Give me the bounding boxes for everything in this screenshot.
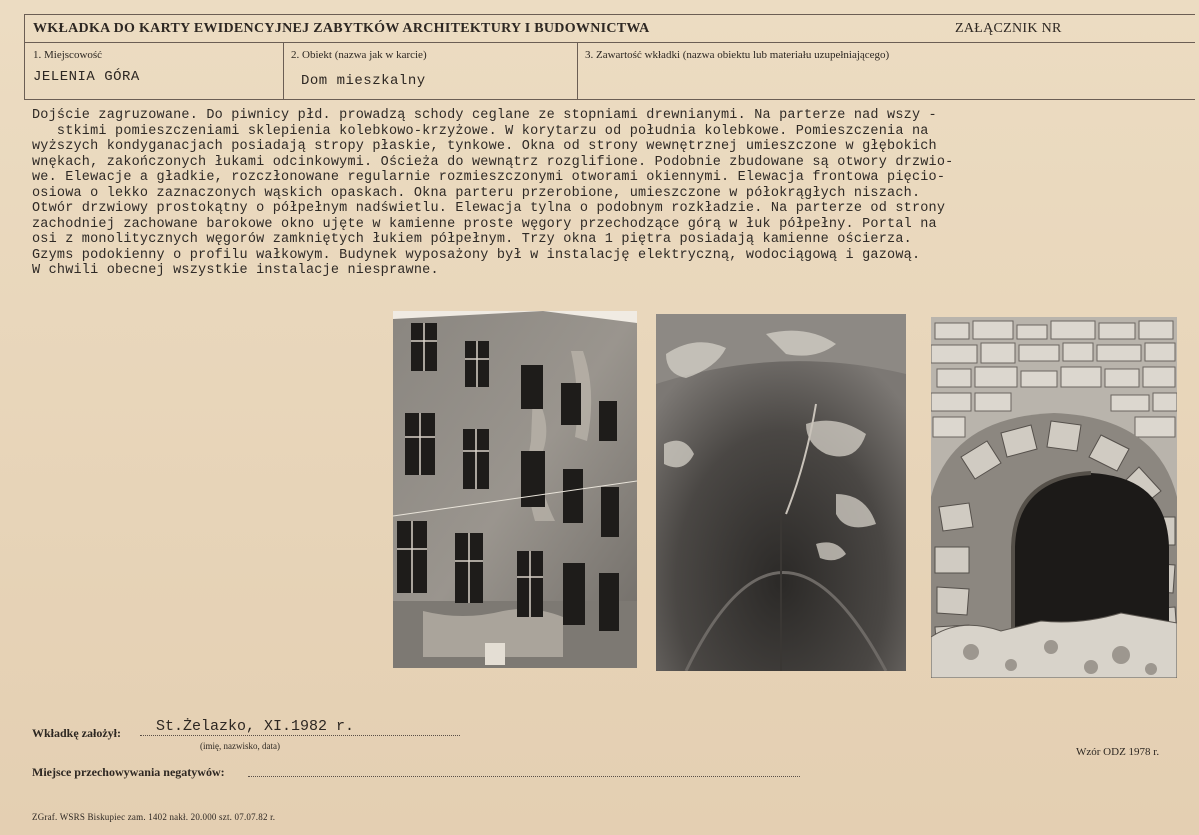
annex-label: ZAŁĄCZNIK NR (955, 21, 1062, 36)
object-field (283, 43, 578, 99)
typed-description: Dojście zagruzowane. Do piwnicy płd. prowadzą schody ceglane ze stopniami drewnianymi. Na parterze nad wszy - stkimi pomieszczeniami sklepienia kolebkowo-krzyżowe. W korytarzu od południa kolebkowe. Pomieszczenia na wyższych kondyganacjach posiadają stropy płaskie, tynkowe. Okna od strony wewnętrznej umieszczone w głębokich wnękach, zakończonych łukami odcinkowymi. Ościeża do wewnątrz rozglifione. Podobnie zbudowane są otwory drzwio- we. Elewacje a gładkie, rozczłonowane regularnie rozmieszczonymi otworami okiennymi. Elewacja frontowa pięcio- osiowa o lekko zaznaczonych wąskich opaskach. Okna parteru przerobione, umieszczone w półokrągłych niszach. Otwór drzwiowy prostokątny o półpełnym nadświetlu. Elewacja tylna o podobnym rozkładzie. Na parterze od strony zachodniej zachowane barokowe okno ujęte w kamienne proste węgory przechodzące górą w łuk półpełny. Portal na osi z monolitycznych węgorów zamkniętych łukiem półpełnym. Trzy okna 1 piętra posiadają kamienne ościerza. Gzyms podokienny o profilu wałkowym. Budynek wyposażony był w instalację elektryczną, wodociągową i gazową. W chwili obecnej wszystkie instalacje niesprawne. (32, 108, 954, 278)
locality-label: 1. Miejscowość (33, 49, 103, 61)
vaulted-ceiling-photo (656, 314, 906, 671)
building-facade-photo (393, 311, 637, 668)
locality-field (25, 43, 284, 99)
created-by-value: St.Żelazko, XI.1982 r. (156, 718, 355, 735)
card-header (24, 14, 1195, 43)
negatives-storage-label: Miejsce przechowywania negatywów: (32, 765, 225, 779)
content-label: 3. Zawartość wkładki (nazwa obiektu lub materiału uzupełniającego) (585, 49, 890, 61)
card-title: WKŁADKA DO KARTY EWIDENCYJNEJ ZABYTKÓW ARCHITEKTURY I BUDOWNICTWA (33, 21, 650, 36)
header-fields (24, 42, 1195, 100)
created-by-note: (imię, nazwisko, data) (200, 741, 280, 751)
negatives-storage-line (248, 776, 800, 777)
created-by-label: Wkładkę założył: (32, 726, 121, 740)
brick-arch-niche-photo (931, 317, 1177, 678)
created-by-line (140, 735, 460, 736)
content-field (577, 43, 1195, 99)
locality-value: JELENIA GÓRA (33, 69, 140, 85)
printer-imprint: ZGraf. WSRS Biskupiec zam. 1402 nakł. 20.000 szt. 07.07.82 r. (32, 812, 276, 822)
form-version: Wzór ODZ 1978 r. (1076, 746, 1160, 758)
object-value: Dom mieszkalny (301, 73, 426, 89)
object-label: 2. Obiekt (nazwa jak w karcie) (291, 49, 427, 61)
